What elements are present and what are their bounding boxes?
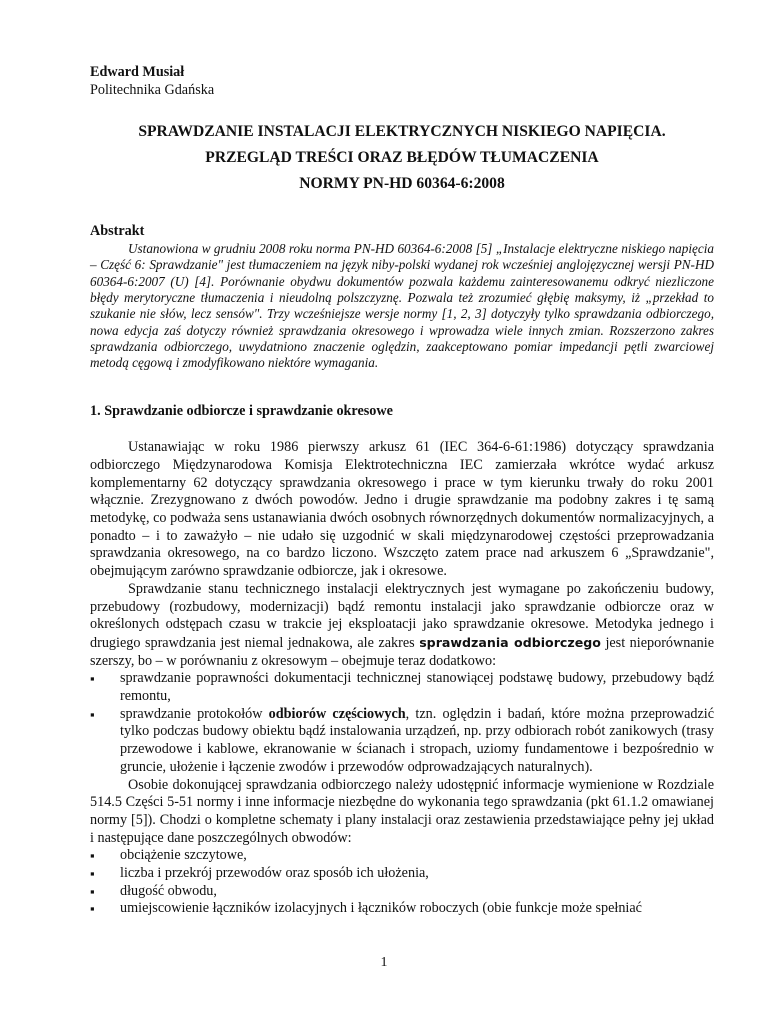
paragraph <box>90 581 714 671</box>
abstract-text: Ustanowiona w grudniu 2008 roku norma PN-HD 60364-6:2008 [5] „Instalacje elektryczne niskiego napięcia – Część 6: Sprawdzanie" jest tłumaczeniem na język niby-polski wydanej rok wcześniej anglojęzycznej wersji PN-HD 60364-6:2007 (U) [4]. Porównanie obydwu dokumentów pozwala każdemu zainteresowanemu odkryć niezliczone błędy merytoryczne tłumaczenia i nieudolną polszczyznę. Pozwala też zrozumieć głębię maksymy, iż „przekład to szukanie nie słów, lecz sensów". Trzy wcześniejsze wersje normy [1, 2, 3] dotyczyły tylko sprawdzania odbiorczego, nowa edycja zaś dotyczy również sprawdzania okresowego i wprowadza wiele innych zmian. Rozszerzono zakres sprawdzania odbiorczego, uwydatniono znaczenie oględzin, zaakceptowano pomiar impedancji pętli zwarciowej metodą cęgową i zmodyfikowano niektóre wymagania. <box>90 241 714 371</box>
list-item: ▪ długość obwodu, <box>90 883 714 901</box>
list-item-text: , tzn. oględzin i badań, które można przeprowadzić tylko podczas budowy obiektu bądź instalowania urządzeń, np. przy odbiorach robót zanikowych (trasy przewodowe i kablowe, ekranowanie w ścianach i stropach, uziomy fundamentowe i bezpośrednio w gruncie, ułożenie i łączenie zwodów i przewodów odprowadzających naturalnych). <box>120 705 714 775</box>
title-line-2: PRZEGLĄD TREŚCI ORAZ BŁĘDÓW TŁUMACZENIA <box>205 149 599 167</box>
list-item-text: sprawdzanie protokołów <box>120 705 269 722</box>
paragraph-text: jest nieporównanie szerszy, bo – w porównaniu z okresowym – obejmuje teraz dodatkowo: <box>90 634 714 669</box>
bullet-list <box>90 847 714 918</box>
emphasis-text: sprawdzania odbiorczego <box>419 634 601 650</box>
page-number: 1 <box>380 955 388 970</box>
paragraph: Ustanawiając w roku 1986 pierwszy arkusz 61 (IEC 364-6-61:1986) dotyczący sprawdzania odbiorczego Międzynarodowa Komisja Elektrotechniczna IEC zamierzała wkrótce wydać arkusz komplementarny 62 dotyczący sprawdzania okresowego i prace w tym kierunku trwały do roku 2001 włącznie. Zrezygnowano z dwóch powodów. Jedno i drugie sprawdzanie ma podobny zakres i tę samą metodykę, co podważa sens ustanawiania dwóch osobnych równorzędnych dokumentów normalizacyjnych, a ponadto – i to zaważyło – nie udało się uzgodnić w skali międzynarodowej częstości przeprowadzania sprawdzania okresowego, na co bardzo liczono. Wszczęto zatem prace nad arkuszem 6 „Sprawdzanie", obejmującym zarówno sprawdzanie odbiorcze, jak i okresowe. <box>90 439 714 580</box>
author-name: Edward Musiał <box>90 64 185 80</box>
bullet-list <box>90 670 714 776</box>
paragraph: Osobie dokonującej sprawdzania odbiorczego należy udostępnić informacje wymienione w Rozdziale 514.5 Części 5-51 normy i inne informacje niezbędne do wykonania tego sprawdzania (pkt 61.1.2 omawianej normy [5]). Chodzi o kompletne schematy i plany instalacji oraz zestawienia przedstawiające pełny jej układ i następujące dane poszczególnych obwodów: <box>90 776 714 846</box>
title-line-1: SPRAWDZANIE INSTALACJI ELEKTRYCZNYCH NISKIEGO NAPIĘCIA. <box>138 123 666 141</box>
list-item: ▪ obciążenie szczytowe, <box>90 847 714 865</box>
document-page <box>90 64 714 918</box>
list-item: ▪ liczba i przekrój przewodów oraz sposób ich ułożenia, <box>90 865 714 883</box>
document-title <box>90 123 714 193</box>
list-item: ▪ sprawdzanie poprawności dokumentacji technicznej stanowiącej podstawę budowy, przebudowy bądź remontu, <box>90 670 714 705</box>
title-line-3: NORMY PN-HD 60364-6:2008 <box>299 175 505 193</box>
paragraph-text: Sprawdzanie stanu technicznego instalacji elektrycznych jest wymagane po zakończeniu budowy, przebudowy (rozbudowy, modernizacji) bądź remontu instalacji jako sprawdzanie odbiorcze oraz w określonych odstępach czasu w trakcie jej eksploatacji jako sprawdzanie okresowe. Metodyka jednego i drugiego sprawdzania jest niemal jednakowa, ale zakres <box>90 580 714 651</box>
list-item: ▪ umiejscowienie łączników izolacyjnych i łączników roboczych (obie funkcje może spełniać <box>90 900 714 918</box>
list-item <box>90 706 714 777</box>
author-affiliation: Politechnika Gdańska <box>90 81 215 98</box>
abstract-heading: Abstrakt <box>90 223 145 240</box>
section-heading: 1. Sprawdzanie odbiorcze i sprawdzanie okresowe <box>90 403 393 420</box>
emphasis-text: odbiorów częściowych <box>268 705 406 722</box>
